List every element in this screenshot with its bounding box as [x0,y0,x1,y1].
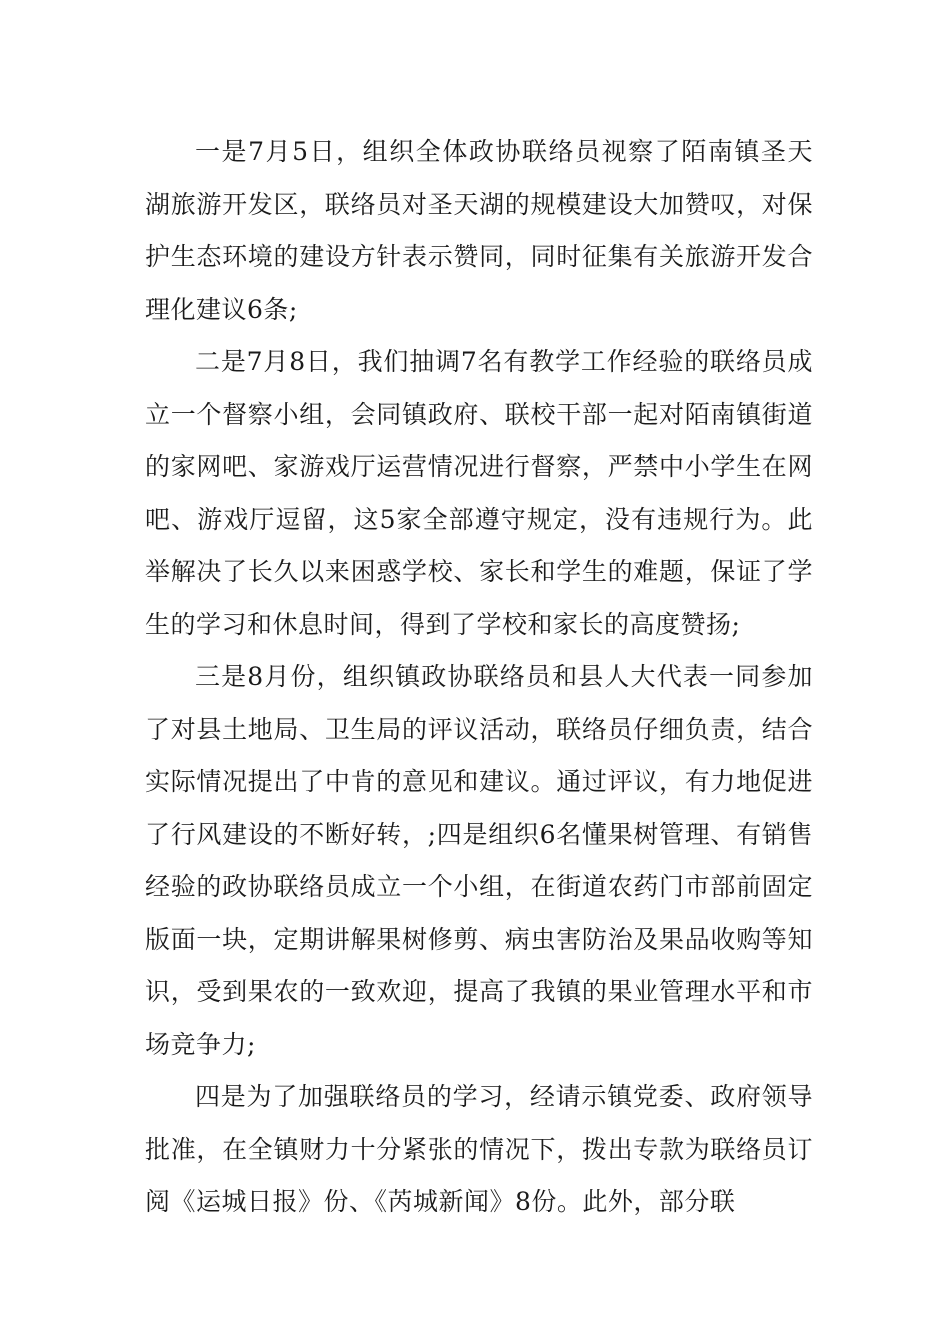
paragraph-3: 三是8月份，组织镇政协联络员和县人大代表一同参加了对县土地局、卫生局的评议活动，联络员仔细负责，结合实际情况提出了中肯的意见和建议。通过评议，有力地促进了行风建设的不断好转，;四是组织6名懂果树管理、有销售经验的政协联络员成立一个小组，在街道农药门市部前固定版面一块，定期讲解果树修剪、病虫害防治及果品收购等知识，受到果农的一致欢迎，提高了我镇的果业管理水平和市场竞争力; [145,662,813,1059]
paragraph-2: 二是7月8日，我们抽调7名有教学工作经验的联络员成立一个督察小组，会同镇政府、联校干部一起对陌南镇街道的家网吧、家游戏厅运营情况进行督察，严禁中小学生在网吧、游戏厅逗留，这5家全部遵守规定，没有违规行为。此举解决了长久以来困惑学校、家长和学生的难题，保证了学生的学习和休息时间，得到了学校和家长的高度赞扬; [145,347,813,639]
paragraph-4: 四是为了加强联络员的学习，经请示镇党委、政府领导批准，在全镇财力十分紧张的情况下，拨出专款为联络员订阅《运城日报》份、《芮城新闻》8份。此外，部分联 [145,1082,813,1216]
paragraph-1: 一是7月5日，组织全体政协联络员视察了陌南镇圣天湖旅游开发区，联络员对圣天湖的规模建设大加赞叹，对保护生态环境的建设方针表示赞同，同时征集有关旅游开发合理化建议6条; [145,137,813,324]
document-body [145,126,813,1229]
